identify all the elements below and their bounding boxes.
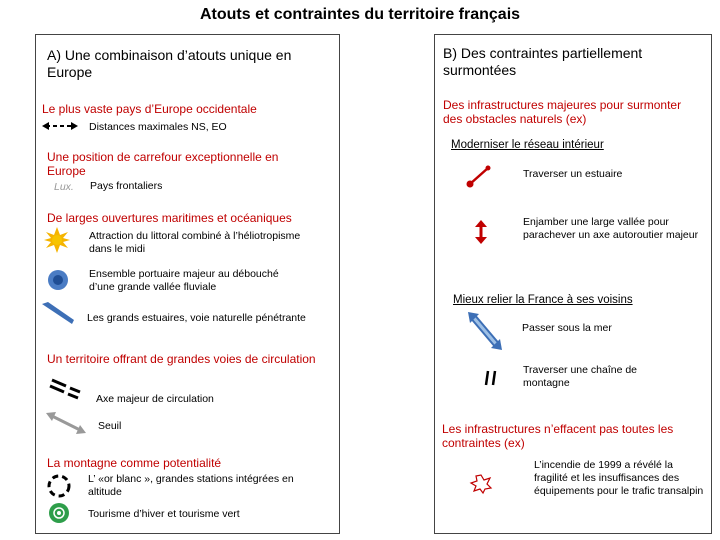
legend-passer-mer: Passer sous la mer bbox=[522, 322, 612, 334]
section-vaste-pays-title: Le plus vaste pays d’Europe occidentale bbox=[42, 102, 257, 116]
legend-chaine-montagne: Traverser une chaîne de montagne bbox=[523, 364, 638, 389]
legend-pays-frontaliers: Pays frontaliers bbox=[90, 180, 163, 192]
legend-littoral: Attraction du littoral combiné à l’héliotropisme dans le midi bbox=[89, 230, 301, 255]
sun-icon bbox=[44, 227, 70, 253]
legend-estuaires: Les grands estuaires, voie naturelle pénétrante bbox=[87, 312, 306, 324]
bridge-estuary-icon bbox=[464, 164, 494, 188]
or-blanc-icon bbox=[46, 473, 72, 499]
lux-label: Lux. bbox=[54, 181, 74, 193]
viaduct-icon bbox=[474, 220, 488, 244]
section-montagne-title: La montagne comme potentialité bbox=[47, 456, 222, 470]
legend-distances: Distances maximales NS, EO bbox=[89, 121, 227, 133]
estuary-icon bbox=[40, 302, 76, 324]
right-intro: Des infrastructures majeures pour surmonter des obstacles naturels (ex) bbox=[443, 98, 682, 126]
page-title: Atouts et contraintes du territoire français bbox=[199, 6, 521, 23]
section-carrefour-title: Une position de carrefour exceptionnelle en Europe bbox=[47, 150, 279, 178]
seuil-icon bbox=[46, 410, 86, 436]
section-ouvertures-title: De larges ouvertures maritimes et océaniques bbox=[47, 211, 292, 225]
sub-moderniser-title: Moderniser le réseau intérieur bbox=[451, 139, 604, 151]
tourisme-vert-icon bbox=[48, 502, 70, 524]
legend-tourisme: Tourisme d’hiver et tourisme vert bbox=[88, 508, 240, 520]
sub-relier-title: Mieux relier la France à ses voisins bbox=[453, 294, 633, 306]
legend-axe-majeur: Axe majeur de circulation bbox=[96, 393, 214, 405]
tunnel-sea-icon bbox=[468, 312, 502, 350]
tunnel-mountain-icon bbox=[484, 370, 498, 386]
right-conclusion: Les infrastructures n’effacent pas toutes les contraintes (ex) bbox=[442, 422, 674, 450]
legend-traverser-estuaire: Traverser un estuaire bbox=[523, 168, 623, 180]
section-voies-title: Un territoire offrant de grandes voies de circulation bbox=[47, 352, 316, 366]
legend-enjamber-vallee: Enjamber une large vallée pour parachever un axe autoroutier majeur bbox=[523, 216, 699, 241]
legend-incendie: L’incendie de 1999 a révélé la fragilité et les insuffisances des équipements pour le trafic transalpin bbox=[534, 459, 704, 497]
legend-port: Ensemble portuaire majeur au débouché d’une grande vallée fluviale bbox=[89, 268, 279, 293]
legend-or-blanc: L’ «or blanc », grandes stations intégrées en altitude bbox=[88, 473, 294, 498]
fire-icon bbox=[470, 474, 492, 494]
dashed-double-arrow-icon bbox=[42, 120, 78, 132]
left-heading: A) Une combinaison d’atouts unique en Europe bbox=[47, 47, 292, 80]
right-heading: B) Des contraintes partiellement surmontées bbox=[443, 45, 643, 78]
axe-circulation-icon bbox=[48, 378, 82, 402]
legend-seuil: Seuil bbox=[98, 420, 122, 432]
port-icon bbox=[46, 268, 70, 292]
